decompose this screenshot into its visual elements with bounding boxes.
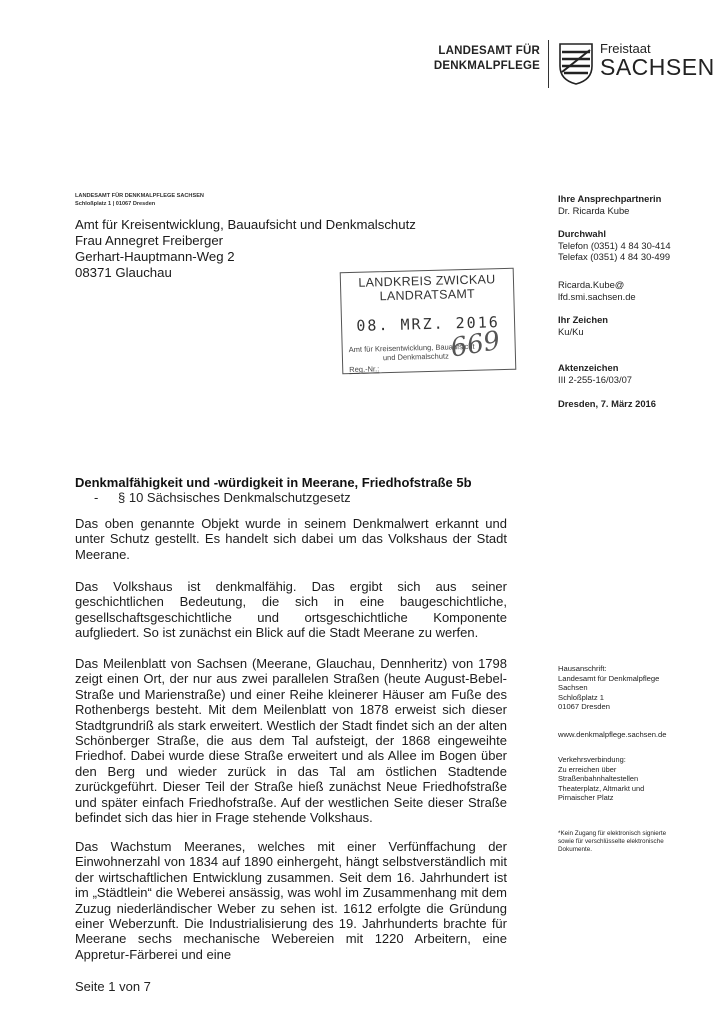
transit-block: [558, 755, 644, 803]
state-label-small: Freistaat: [600, 41, 651, 56]
recipient-line4: 08371 Glauchau: [75, 265, 172, 280]
transit-line4: Pirnaischer Platz: [558, 793, 614, 803]
body-paragraph-3: Das Meilenblatt von Sachsen (Meerane, Glauchau, Dennheritz) von 1798 zeigt einen Ort, der nur aus zwei parallelen Straßen (heute August-Bebel-Straße und Marienstraße) und einer Reihe kleinerer Häuser am Fuße des Rothenbergs besteht. Mit dem Meilenblatt von 1878 erweist sich dieser Stadtgrundriß als stark erweitert. Westlich der Stadt findet sich an der alten Schönberger Straße, die aus dem Tal aufsteigt, der 1868 eingeweihte Friedhof. Dabei wurde diese Straße erweitert und als Allee im Bogen über den Berg und wieder zurück in das Tal am östlichen Stadtende zurückgeführt. Dieser Teil der Straße hieß zunächst Neue Friedhofstraße und später einfach Friedhofstraße. Auf der westlichen Seite dieser Straße befindet sich das hier in Frage stehende Volkshaus.: [75, 656, 507, 826]
address-line3: Schloßplatz 1: [558, 692, 605, 702]
aktenzeichen-value: III 2-255-16/03/07: [558, 373, 633, 385]
body-paragraph-1: Das oben genannte Objekt wurde in seinem Denkmalwert erkannt und unter Schutz gestellt. Es handelt sich dabei um das Volkshaus der Stadt Meerane.: [75, 516, 507, 562]
contact-phone-block: [558, 228, 671, 263]
recipient-line3: Gerhart-Hauptmann-Weg 2: [75, 249, 235, 264]
sender-line2: Schloßplatz 1 | 01067 Dresden: [75, 201, 156, 207]
transit-line2: Straßenbahnhaltestellen: [558, 774, 639, 784]
stamp-line4: und Denkmalschutz: [382, 351, 449, 363]
letter-date: [558, 398, 656, 410]
stamp-date: 08. MRZ. 2016: [356, 313, 500, 335]
header-org-line2: DENKMALPFLEGE: [433, 60, 540, 72]
subject-dash: -: [94, 490, 99, 505]
sender-line1: LANDESAMT FÜR DENKMALPFLEGE SACHSEN: [75, 193, 204, 199]
note-line1: *Kein Zugang für elektronisch signierte: [558, 830, 667, 837]
contact-email-line2: lfd.smi.sachsen.de: [558, 290, 636, 302]
header-org-line1: LANDESAMT FÜR: [438, 45, 540, 57]
note-line3: Dokumente.: [558, 846, 592, 853]
contact-name: Dr. Ricarda Kube: [558, 204, 630, 216]
recipient-line2: Frau Annegret Freiberger: [75, 233, 224, 248]
website-text: www.denkmalpflege.sachsen.de: [558, 730, 667, 739]
aktenzeichen-label: Aktenzeichen: [558, 362, 619, 373]
note-line2: sowie für verschlüsselte elektronische: [558, 838, 664, 845]
durchwahl-label: Durchwahl: [558, 228, 606, 239]
address-label: Hausanschrift:: [558, 664, 607, 673]
stamp-reg-label: Reg.-Nr.:: [349, 364, 380, 375]
zeichen-value: Ku/Ku: [558, 325, 584, 337]
subject-title: Denkmalfähigkeit und -würdigkeit in Meerane, Friedhofstraße 5b: [75, 475, 472, 490]
contact-person-block: [558, 193, 661, 216]
subject-law: § 10 Sächsisches Denkmalschutzgesetz: [118, 490, 351, 505]
electronic-access-note: [558, 830, 666, 854]
zeichen-label: Ihr Zeichen: [558, 314, 609, 325]
coat-of-arms-icon: [558, 42, 594, 86]
contact-email-line1: Ricarda.Kube@: [558, 279, 625, 290]
body-paragraph-4: Das Wachstum Meeranes, welches mit einer Verfünffachung der Einwohnerzahl von 1834 auf 1890 einhergeht, hängt selbstverständlich mit der wirtschaftlichen Entwicklung zusammen. Seit dem 16. Jahrhundert ist im „Städtlein“ die Weberei ansässig, was wohl im Zusammenhang mit dem Zuzug niederländischer Weber zu sehen ist. 1612 erfolgte die Gründung einer Weberzunft. Die Industrialisierung des 19. Jahrhunderts brachte für Meerane sechs mechanische Webereien mit 1220 Arbeitern, eine Appretur-Färberei und eine: [75, 839, 507, 962]
website: [558, 731, 667, 739]
recipient-line1: Amt für Kreisentwicklung, Bauaufsicht und Denkmalschutz: [75, 217, 416, 232]
state-label-big: SACHSEN: [600, 54, 715, 80]
stamp-handwritten-number: 669: [448, 325, 503, 364]
transit-label: Verkehrsverbindung:: [558, 755, 626, 764]
reference-block: [558, 314, 608, 337]
body-paragraph-2: Das Volkshaus ist denkmalfähig. Das ergibt sich aus seiner geschichtlichen Bedeutung, die sich in eine baugeschichtliche, gesellschaftsgeschichtliche und ortsgeschichtliche Komponente aufgliedert. So ist zunächst ein Blick auf die Stadt Meerane zu werfen.: [75, 579, 507, 641]
transit-line3: Theaterplatz, Altmarkt und: [558, 783, 645, 793]
letter-date-text: Dresden, 7. März 2016: [558, 398, 656, 409]
header-divider: [548, 40, 549, 88]
subject-law-line: [94, 490, 351, 505]
sender-return-address: [75, 192, 204, 208]
header-organization: [420, 44, 540, 74]
address-line4: 01067 Dresden: [558, 702, 610, 712]
page-number: Seite 1 von 7: [75, 979, 151, 994]
address-line1: Landesamt für Denkmalpflege: [558, 673, 660, 683]
transit-line1: Zu erreichen über: [558, 764, 617, 774]
file-number-block: [558, 362, 632, 385]
receipt-stamp: [340, 268, 517, 375]
address-line2: Sachsen: [558, 683, 588, 693]
contact-label: Ihre Ansprechpartnerin: [558, 193, 662, 204]
postal-address-block: [558, 664, 659, 712]
contact-email-block: [558, 279, 636, 302]
stamp-line3: Amt für Kreisentwicklung, Bauaufsicht: [348, 341, 475, 355]
contact-fax: Telefax (0351) 4 84 30-499: [558, 251, 671, 262]
contact-phone: Telefon (0351) 4 84 30-414: [558, 239, 671, 251]
stamp-line1: LANDKREIS ZWICKAU: [358, 272, 496, 290]
stamp-line2: LANDRATSAMT: [379, 286, 476, 304]
